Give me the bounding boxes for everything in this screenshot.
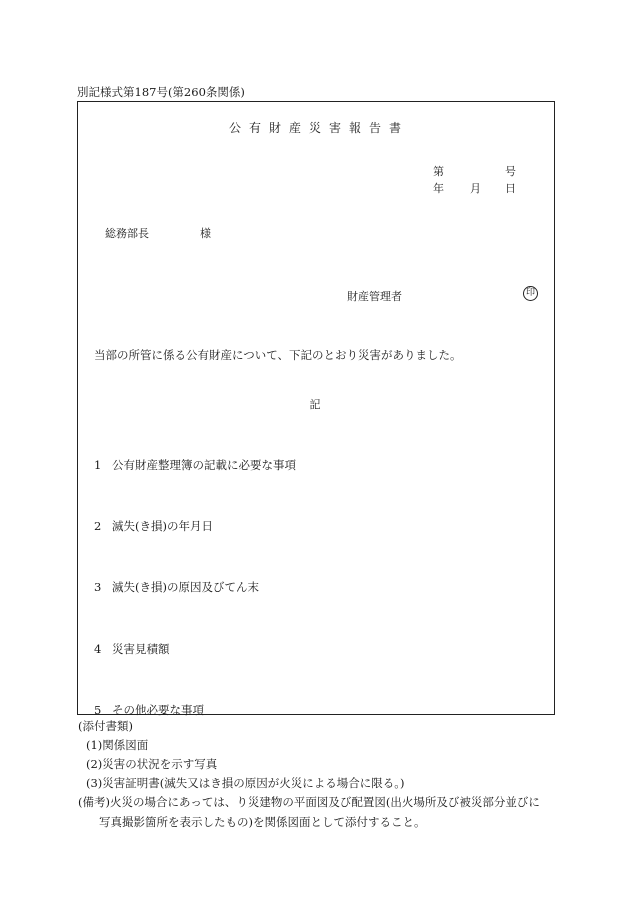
ki-heading: 記 — [309, 398, 321, 411]
seal-icon: 印 — [523, 286, 538, 301]
date-year: 年 — [433, 182, 444, 195]
remarks-line-1: (備考)火災の場合にあっては、り災建物の平面図及び配置図(出火場所及び被災部分並びに — [78, 795, 540, 809]
report-body-text: 当部の所管に係る公有財産について、下記のとおり災害がありました。 — [94, 348, 462, 362]
item-number: 3 — [94, 580, 102, 594]
list-item — [94, 579, 259, 595]
date-day: 日 — [505, 182, 516, 195]
number-dai: 第 — [433, 165, 444, 178]
item-number: 1 — [94, 458, 102, 472]
addressee-name: 総務部長 — [105, 227, 149, 240]
remarks-line-2: 写真撮影箇所を表示したもの)を関係図面として添付すること。 — [99, 815, 426, 829]
item-text: 公有財産整理簿の記載に必要な事項 — [112, 458, 296, 472]
attachment-item: (3)災害証明書(滅失又はき損の原因が火災による場合に限る。) — [86, 776, 405, 790]
list-item — [94, 641, 170, 657]
document-title: 公有財産災害報告書 — [228, 121, 409, 135]
item-text: 滅失(き損)の年月日 — [112, 519, 213, 533]
item-text: その他必要な事項 — [112, 703, 204, 717]
item-text: 災害見積額 — [112, 642, 170, 656]
addressee-honorific: 様 — [200, 227, 211, 240]
form-number-label: 別記様式第187号(第260条関係) — [77, 85, 245, 99]
list-item — [94, 457, 296, 473]
attachment-item: (1)関係図面 — [86, 738, 149, 752]
item-text: 滅失(き損)の原因及びてん末 — [112, 580, 259, 594]
list-item — [94, 518, 213, 534]
list-item — [94, 702, 204, 718]
addressee — [105, 225, 211, 241]
date-month: 月 — [470, 182, 481, 195]
number-go: 号 — [505, 165, 516, 178]
item-number: 5 — [94, 703, 102, 717]
property-manager-label: 財産管理者 — [347, 290, 402, 303]
item-number: 4 — [94, 642, 102, 656]
attachments-title: (添付書類) — [78, 719, 133, 733]
item-number: 2 — [94, 519, 102, 533]
attachment-item: (2)災害の状況を示す写真 — [86, 757, 218, 771]
